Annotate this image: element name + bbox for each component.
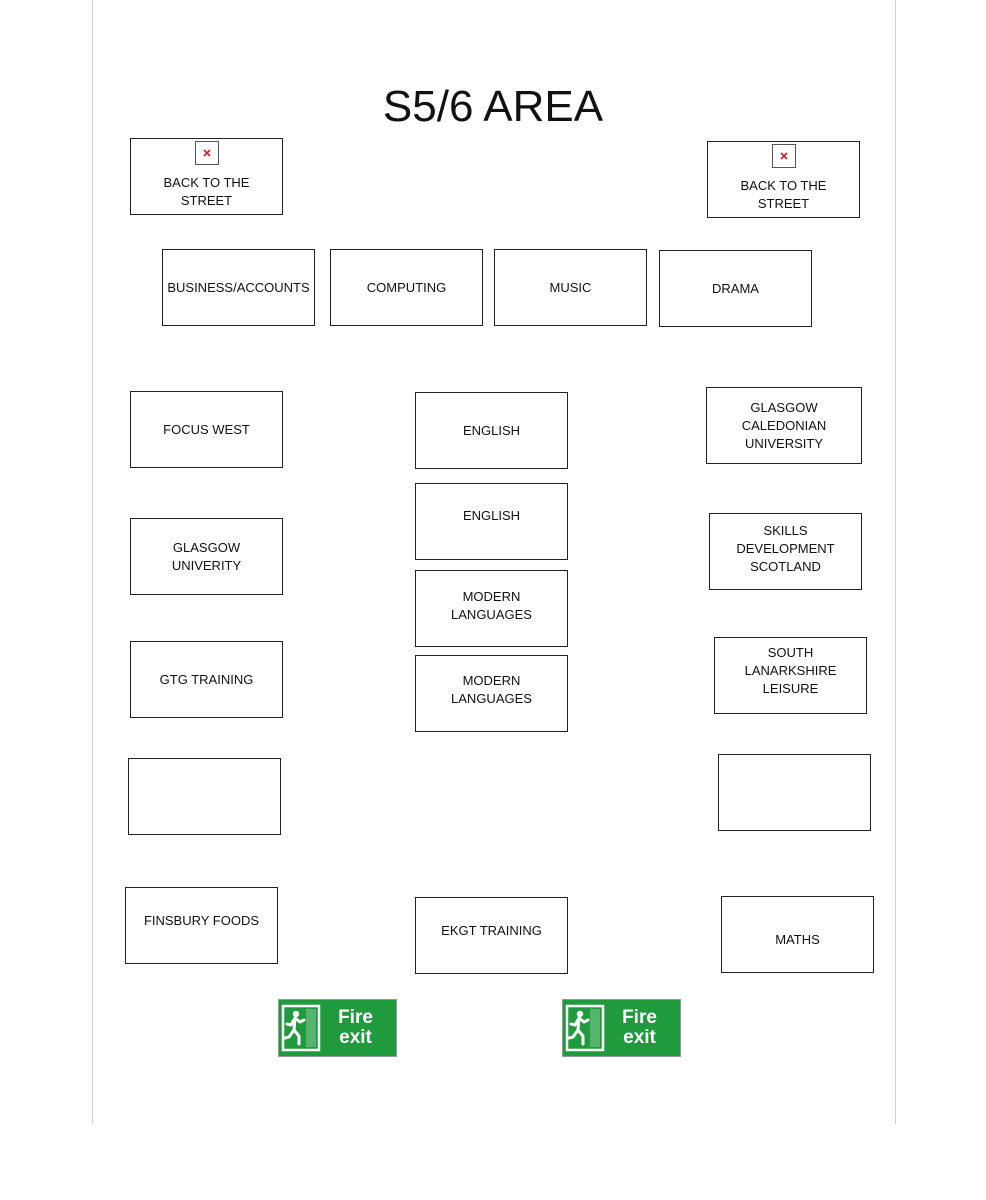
back-to-street-label: BACK TO THE STREET [740,178,827,211]
room-label: GLASGOW UNIVERITY [171,539,242,573]
room-skills-development-scotland[interactable] [709,513,862,590]
room-label: EKGT TRAINING [441,922,542,938]
room-label: FINSBURY FOODS [143,912,260,928]
room-label: ENGLISH [462,422,521,438]
room-label: FOCUS WEST [163,421,250,437]
back-to-street-link-right[interactable] [707,141,860,218]
room-english-2[interactable] [415,483,568,560]
room-finsbury-foods[interactable] [125,887,278,964]
room-label: SOUTH LANARKSHIRE LEISURE [744,644,837,696]
room-label: MUSIC [549,279,592,295]
room-label: SKILLS DEVELOPMENT SCOTLAND [736,522,835,574]
room-label: ENGLISH [462,507,521,523]
room-modern-languages-1[interactable] [415,570,568,647]
fire-exit-runner-icon [563,1001,607,1055]
fire-exit-runner-icon [279,1001,323,1055]
room-label: GLASGOW CALEDONIAN UNIVERSITY [741,399,827,451]
back-to-street-label: BACK TO THE STREET [163,175,250,208]
page-title: S5/6 AREA [382,82,604,131]
fire-exit-text: Fire exit [622,1007,657,1048]
room-english-1[interactable] [415,392,568,469]
fire-exit-text: Fire exit [338,1007,373,1048]
broken-image-icon [195,141,219,165]
back-to-street-link-left[interactable] [130,138,283,215]
room-modern-languages-2[interactable] [415,655,568,732]
room-label: MODERN LANGUAGES [451,588,532,622]
room-label: GTG TRAINING [159,671,254,687]
room-focus-west[interactable] [130,391,283,468]
room-drama[interactable] [659,250,812,327]
room-label: COMPUTING [366,279,447,295]
room-south-lanarkshire-leisure[interactable] [714,637,867,714]
room-label: BUSINESS/ACCOUNTS [167,279,310,295]
room-label: MATHS [775,931,820,947]
fire-exit-sign-right [562,999,681,1057]
room-music[interactable] [494,249,647,326]
broken-image-icon [772,144,796,168]
room-empty-left[interactable] [128,758,281,835]
room-empty-right[interactable] [718,754,871,831]
room-glasgow-university[interactable] [130,518,283,595]
room-maths[interactable] [721,896,874,973]
room-glasgow-caledonian-university[interactable] [706,387,862,464]
room-computing[interactable] [330,249,483,326]
room-gtg-training[interactable] [130,641,283,718]
room-business-accounts[interactable] [162,249,315,326]
room-label: DRAMA [712,280,759,296]
room-label: MODERN LANGUAGES [451,672,532,706]
room-ekgt-training[interactable] [415,897,568,974]
fire-exit-sign-left [278,999,397,1057]
